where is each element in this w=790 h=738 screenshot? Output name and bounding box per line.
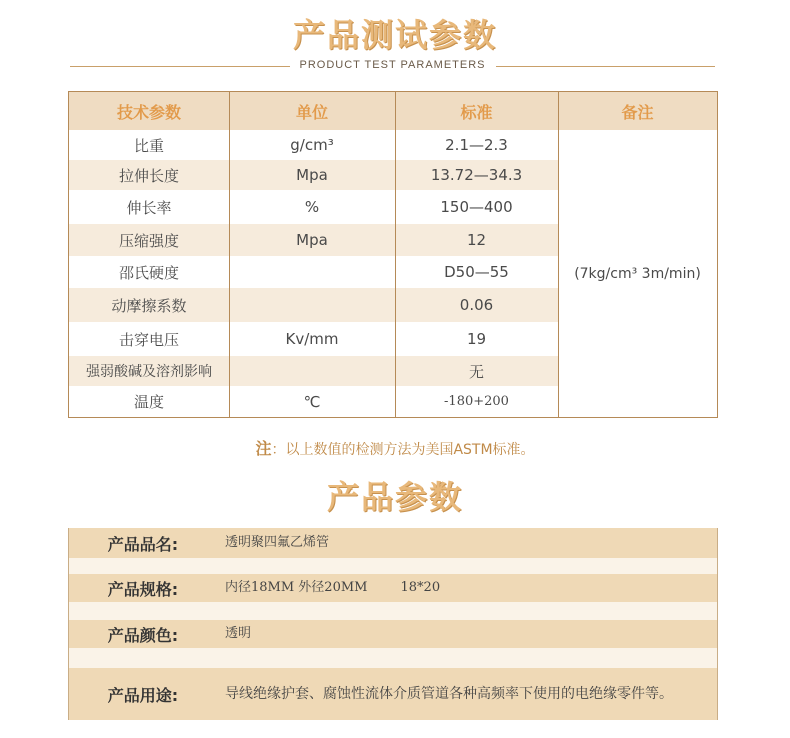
header-remark: 备注 bbox=[621, 102, 654, 122]
row-spacer bbox=[68, 558, 718, 574]
row-unit bbox=[229, 288, 395, 322]
param-row-usage bbox=[68, 668, 718, 720]
row-unit: Kv/mm bbox=[285, 330, 339, 348]
row-unit bbox=[229, 356, 395, 386]
row-unit bbox=[229, 256, 395, 288]
row-param: 邵氏硬度 bbox=[118, 263, 179, 282]
product-params-title: 产品参数 bbox=[326, 478, 463, 516]
row-param: 动摩擦系数 bbox=[111, 296, 187, 315]
row-standard: D50—55 bbox=[444, 263, 509, 281]
row-unit: Mpa bbox=[296, 231, 328, 249]
subtitle-divider bbox=[70, 59, 715, 73]
row-unit: g/cm³ bbox=[290, 136, 334, 154]
column-divider bbox=[229, 92, 230, 417]
remark-cell: (7kg/cm³ 3m/min) bbox=[558, 130, 717, 417]
test-params-title: 产品测试参数 bbox=[292, 16, 497, 54]
right-border bbox=[717, 528, 718, 720]
row-standard: 2.1—2.3 bbox=[445, 136, 508, 154]
note-prefix: 注 bbox=[255, 439, 272, 458]
column-divider bbox=[395, 92, 396, 417]
row-unit: % bbox=[304, 198, 320, 216]
param-value: 内径18MM 外径20MM 18*20 bbox=[225, 580, 441, 595]
column-divider bbox=[558, 92, 559, 417]
test-params-subtitle: PRODUCT TEST PARAMETERS bbox=[290, 59, 496, 71]
param-row-name bbox=[68, 528, 718, 558]
row-standard: 0.06 bbox=[459, 296, 494, 314]
header-param: 技术参数 bbox=[116, 102, 181, 122]
table-header-row bbox=[69, 92, 717, 130]
test-params-table bbox=[68, 91, 718, 418]
row-param: 温度 bbox=[133, 393, 164, 411]
row-unit: Mpa bbox=[296, 166, 328, 184]
param-label: 产品用途: bbox=[107, 685, 179, 705]
header-unit: 单位 bbox=[295, 102, 328, 122]
row-param: 拉伸长度 bbox=[118, 166, 179, 185]
row-param: 压缩强度 bbox=[118, 231, 179, 250]
row-param: 击穿电压 bbox=[118, 330, 179, 349]
row-standard: 12 bbox=[466, 231, 487, 249]
param-label: 产品颜色: bbox=[107, 625, 179, 645]
row-standard: -180+200 bbox=[444, 394, 509, 409]
param-row-color bbox=[68, 620, 718, 648]
row-param: 伸长率 bbox=[126, 198, 172, 217]
param-label: 产品品名: bbox=[107, 534, 179, 554]
row-spacer bbox=[68, 648, 718, 668]
note-text: ：以上数值的检测方法为美国ASTM标准。 bbox=[271, 442, 535, 458]
row-param: 强弱酸碱及溶剂影响 bbox=[86, 364, 212, 380]
row-param: 比重 bbox=[133, 136, 164, 155]
header-standard: 标准 bbox=[460, 102, 493, 122]
left-border bbox=[68, 528, 69, 720]
row-standard: 150—400 bbox=[440, 198, 513, 216]
param-value: 透明 bbox=[225, 626, 252, 641]
test-method-note bbox=[0, 436, 790, 459]
row-unit: ℃ bbox=[303, 392, 321, 411]
param-value: 导线绝缘护套、腐蚀性流体介质管道各种高频率下使用的电绝缘零件等。 bbox=[225, 686, 673, 702]
row-standard: 19 bbox=[466, 330, 487, 348]
row-standard: 13.72—34.3 bbox=[430, 166, 523, 184]
param-label: 产品规格: bbox=[107, 579, 179, 599]
param-row-spec bbox=[68, 574, 718, 602]
param-value: 透明聚四氟乙烯管 bbox=[225, 535, 330, 550]
row-standard: 无 bbox=[468, 362, 484, 381]
row-spacer bbox=[68, 602, 718, 620]
